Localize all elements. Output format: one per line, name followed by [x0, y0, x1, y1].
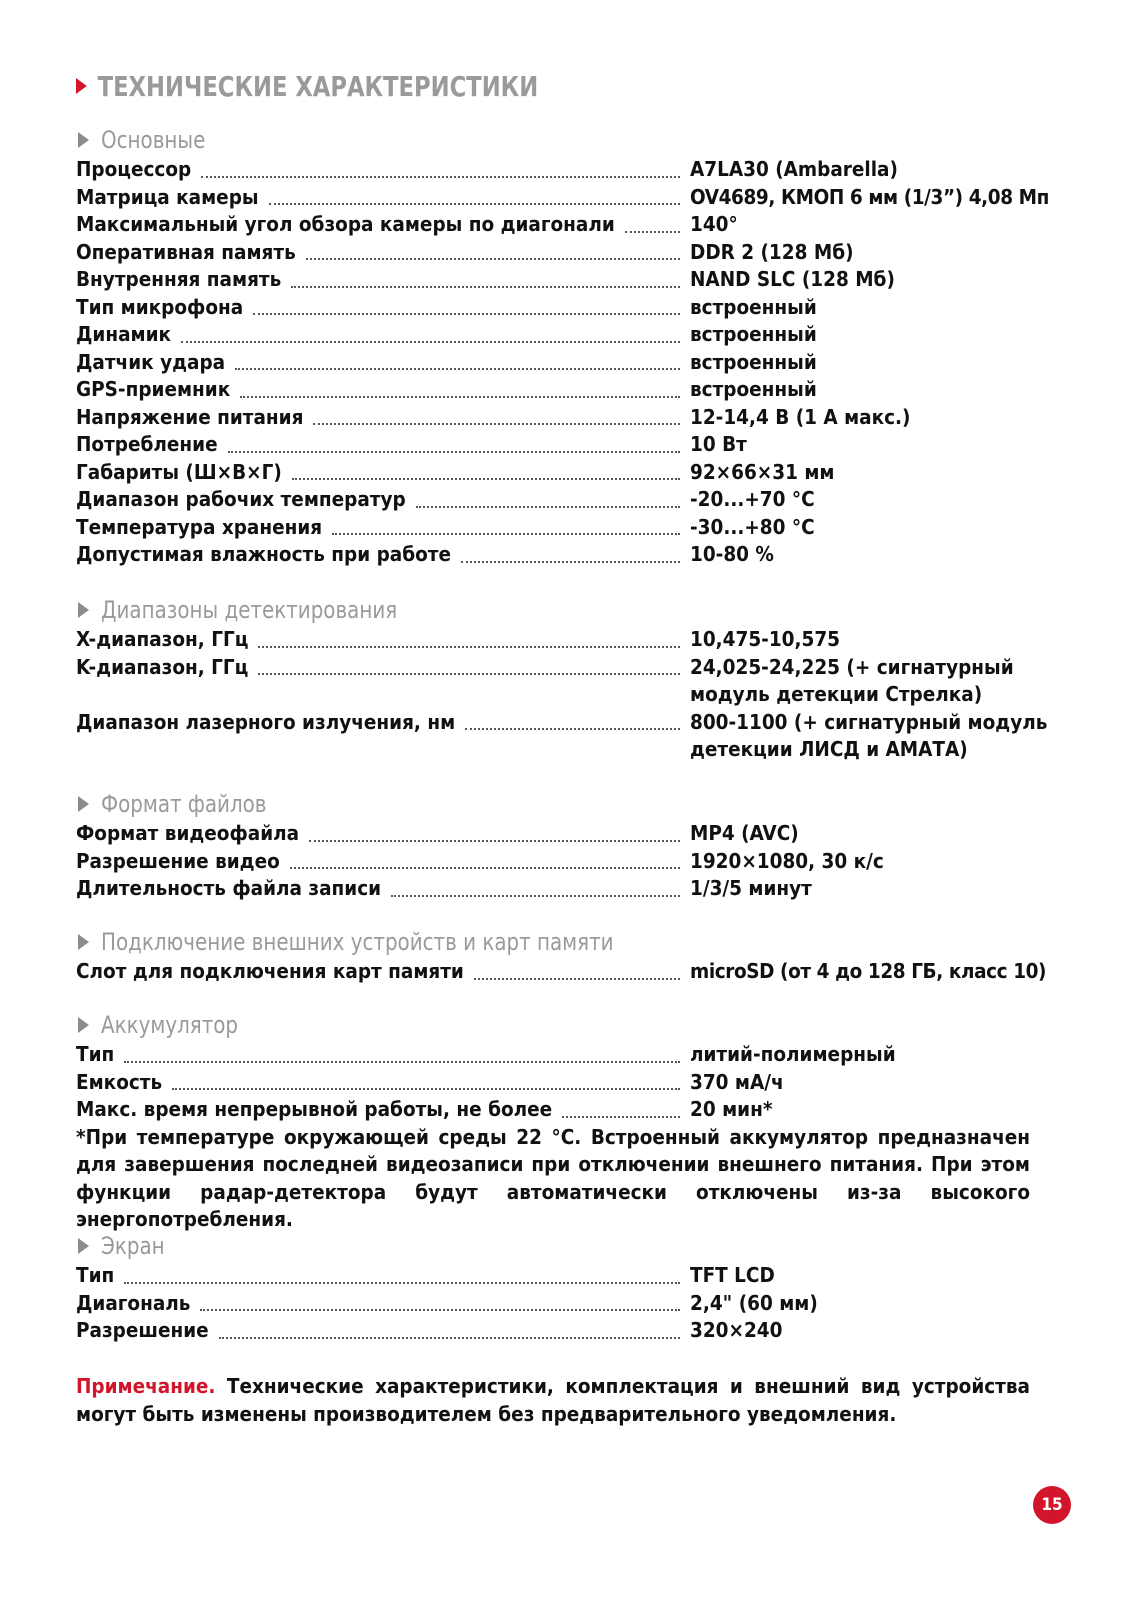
- spec-label: Температура хранения: [76, 514, 323, 539]
- spec-value: 20 мин*: [690, 1097, 773, 1121]
- spec-value: DDR 2 (128 Мб): [690, 239, 854, 264]
- spec-label: Емкость: [76, 1069, 163, 1094]
- spec-value: 10,475-10,575: [690, 627, 840, 651]
- spec-page: [76, 0, 1052, 1601]
- spec-value: 1/3/5 минут: [690, 876, 812, 900]
- spec-label: Датчик удара: [76, 349, 226, 374]
- spec-row: [76, 654, 1052, 709]
- spec-row: [76, 184, 1052, 212]
- spec-row: [76, 266, 1052, 294]
- spec-label: Допустимая влажность при работе: [76, 542, 451, 566]
- spec-value: 1920×1080, 30 к/с: [690, 848, 884, 873]
- spec-label: Длительность файла записи: [76, 876, 382, 900]
- spec-value: -30...+80 °С: [690, 514, 815, 539]
- spec-row: [76, 376, 1052, 404]
- spec-label: Потребление: [76, 432, 218, 456]
- grey-triangle-icon: [78, 1017, 89, 1033]
- note: [76, 1373, 1030, 1428]
- spec-label: Диапазон рабочих температур: [76, 487, 406, 511]
- spec-row: [76, 709, 1052, 764]
- section-heading: Основные: [76, 125, 1052, 155]
- spec-label: Динамик: [76, 322, 172, 346]
- spec-row: [76, 514, 1052, 542]
- section-external: [76, 927, 1052, 986]
- spec-row: [76, 626, 1052, 654]
- spec-list: [76, 1041, 1052, 1124]
- spec-label: Габариты (Ш×В×Г): [76, 459, 282, 484]
- spec-label: K-диапазон, ГГц: [76, 654, 249, 679]
- spec-row: [76, 875, 1052, 903]
- page-number: 15: [1033, 1486, 1071, 1524]
- spec-value: microSD (от 4 до 128 ГБ, класс 10): [690, 959, 1047, 983]
- spec-label: GPS-приемник: [76, 377, 231, 401]
- spec-value: 12-14,4 В (1 А макс.): [690, 404, 911, 429]
- section-heading: Подключение внешних устройств и карт памяти: [76, 927, 1052, 957]
- spec-value: OV4689, КМОП 6 мм (1/3”) 4,08 Мп: [690, 184, 1049, 209]
- spec-label: Диапазон лазерного излучения, нм: [76, 709, 456, 734]
- note-text: Технические характеристики, комплектация и внешний вид устройства могут быть изменены производителем без предварительного уведомления.: [76, 1374, 1030, 1426]
- spec-label: Матрица камеры: [76, 184, 259, 209]
- grey-triangle-icon: [78, 1238, 89, 1254]
- spec-value: 320×240: [690, 1318, 783, 1342]
- spec-label: Тип: [76, 1042, 115, 1066]
- section-screen: [76, 1231, 1052, 1345]
- spec-label: Формат видеофайла: [76, 821, 300, 845]
- spec-row: [76, 1317, 1052, 1345]
- spec-row: [76, 486, 1052, 514]
- spec-label: Макс. время непрерывной работы, не более: [76, 1097, 553, 1121]
- spec-value: -20...+70 °С: [690, 487, 815, 511]
- spec-row: [76, 541, 1052, 569]
- spec-value: 92×66×31 мм: [690, 459, 835, 484]
- grey-triangle-icon: [78, 602, 89, 618]
- spec-label: Тип микрофона: [76, 294, 244, 319]
- spec-row: [76, 1262, 1052, 1290]
- spec-row: [76, 1041, 1052, 1069]
- spec-row: [76, 321, 1052, 349]
- section-basic: [76, 125, 1052, 569]
- section-heading: Диапазоны детектирования: [76, 595, 1052, 625]
- spec-row: [76, 294, 1052, 322]
- spec-value: 140°: [690, 212, 738, 236]
- spec-value: встроенный: [690, 349, 817, 374]
- grey-triangle-icon: [78, 132, 89, 148]
- page-title: [76, 66, 538, 106]
- spec-value: встроенный: [690, 377, 817, 401]
- spec-row: [76, 156, 1052, 184]
- spec-row: [76, 404, 1052, 432]
- spec-row: [76, 431, 1052, 459]
- spec-value: литий-полимерный: [690, 1042, 896, 1066]
- spec-row: [76, 1069, 1052, 1097]
- spec-row: [76, 820, 1052, 848]
- spec-label: Оперативная память: [76, 239, 296, 264]
- section-battery: [76, 1010, 1052, 1234]
- spec-row: [76, 211, 1052, 239]
- battery-footnote: *При температуре окружающей среды 22 °С. Встроенный аккумулятор предназначен для завершения последней видеозаписи при отключении внешнего питания. При этом функции радар-детектора будут автоматически отключены из-за высокого энергопотребления.: [76, 1124, 1030, 1231]
- spec-value: 24,025-24,225 (+ сигнатурный модуль детекции Стрелка): [690, 654, 1014, 706]
- section-heading: Экран: [76, 1231, 1052, 1261]
- spec-value: встроенный: [690, 294, 817, 319]
- spec-row: [76, 1290, 1052, 1318]
- spec-value: встроенный: [690, 322, 817, 346]
- note-prefix: Примечание.: [76, 1374, 216, 1398]
- red-triangle-icon: [76, 78, 87, 94]
- section-detection: [76, 595, 1052, 764]
- spec-row: [76, 239, 1052, 267]
- spec-list: [76, 626, 1052, 764]
- spec-row: [76, 1096, 1052, 1124]
- section-heading: Формат файлов: [76, 789, 1052, 819]
- spec-label: Максимальный угол обзора камеры по диагонали: [76, 212, 615, 236]
- spec-value: NAND SLC (128 Мб): [690, 267, 895, 291]
- page-title-text: ТЕХНИЧЕСКИЕ ХАРАКТЕРИСТИКИ: [97, 69, 539, 103]
- spec-row: [76, 958, 1052, 986]
- spec-label: Разрешение видео: [76, 848, 280, 873]
- spec-row: [76, 459, 1052, 487]
- spec-label: Тип: [76, 1263, 115, 1287]
- spec-label: Внутренняя память: [76, 267, 282, 291]
- spec-value: 10-80 %: [690, 542, 774, 566]
- spec-list: [76, 820, 1052, 903]
- spec-value: A7LA30 (Ambarella): [690, 157, 898, 181]
- grey-triangle-icon: [78, 934, 89, 950]
- spec-value: 10 Вт: [690, 432, 747, 456]
- spec-label: Диагональ: [76, 1290, 191, 1315]
- grey-triangle-icon: [78, 796, 89, 812]
- spec-value: 2,4" (60 мм): [690, 1290, 818, 1315]
- spec-label: Процессор: [76, 157, 192, 181]
- spec-label: Напряжение питания: [76, 404, 304, 429]
- spec-list: [76, 1262, 1052, 1345]
- spec-list: [76, 156, 1052, 569]
- spec-label: Разрешение: [76, 1318, 209, 1342]
- section-files: [76, 789, 1052, 903]
- spec-label: X-диапазон, ГГц: [76, 627, 249, 651]
- section-heading: Аккумулятор: [76, 1010, 1052, 1040]
- spec-value: MP4 (AVC): [690, 821, 799, 845]
- spec-row: [76, 848, 1052, 876]
- spec-row: [76, 349, 1052, 377]
- spec-value: 800-1100 (+ сигнатурный модуль детекции ЛИСД и АМАТА): [690, 709, 1048, 761]
- spec-value: 370 мА/ч: [690, 1069, 784, 1094]
- spec-label: Слот для подключения карт памяти: [76, 959, 464, 983]
- spec-list: [76, 958, 1052, 986]
- spec-value: TFT LCD: [690, 1263, 775, 1287]
